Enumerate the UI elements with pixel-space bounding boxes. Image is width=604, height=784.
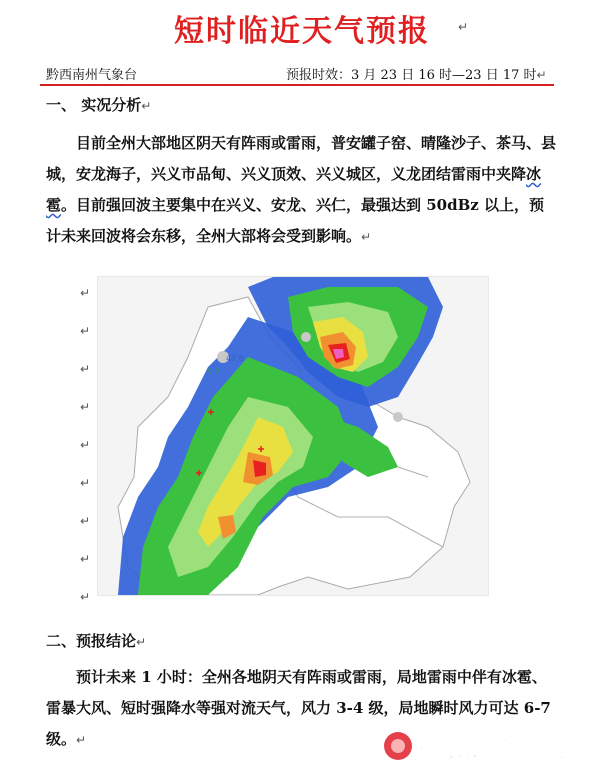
radar-label-1: 42.8 bbox=[226, 354, 244, 363]
radar-map-graphic bbox=[98, 277, 488, 595]
report-header bbox=[46, 64, 554, 84]
section-heading-analysis: 一、 实况分析↵ bbox=[46, 96, 152, 114]
valid-time: 预报时效：3 月 23 日 16 时—23 日 17 时↵ bbox=[286, 68, 547, 83]
issuer-name: 黔西南州气象台 bbox=[46, 68, 138, 83]
header-divider bbox=[40, 84, 554, 86]
watermark-logo bbox=[378, 716, 604, 780]
watermark-graphic bbox=[378, 716, 604, 780]
analysis-paragraph: 目前全州大部地区阴天有阵雨或雷雨，普安罐子窑、晴隆沙子、茶马、县城，安龙海子，兴义市品甸、兴义顶效、兴义城区，义龙团结雷雨中夹降冰雹。目前强回波主要集中在兴义、安龙、兴仁，最强达到 50dBz 以上，预计未来回波将会东移，全州大部将会受到影响。↵ bbox=[46, 134, 557, 245]
forecast-paragraph: 预计未来 1 小时：全州各地阴天有阵雨或雷雨，局地雷雨中伴有冰雹、雷暴大风、短时强降水等强对流天气，风力 3-4 级，局地瞬时风力可达 6-7 级。↵ bbox=[46, 668, 551, 748]
radar-map bbox=[97, 276, 489, 596]
paragraph-mark: ↵ bbox=[458, 20, 471, 34]
section-heading-forecast: 二、预报结论↵ bbox=[46, 632, 147, 650]
report-title: 短时临近天气预报 ↵ bbox=[174, 14, 471, 49]
watermark-text: 亮点黔西南 bbox=[418, 729, 568, 764]
radar-label-2: 0.5 bbox=[208, 367, 220, 375]
hail-word: 冰雹 bbox=[46, 165, 542, 214]
